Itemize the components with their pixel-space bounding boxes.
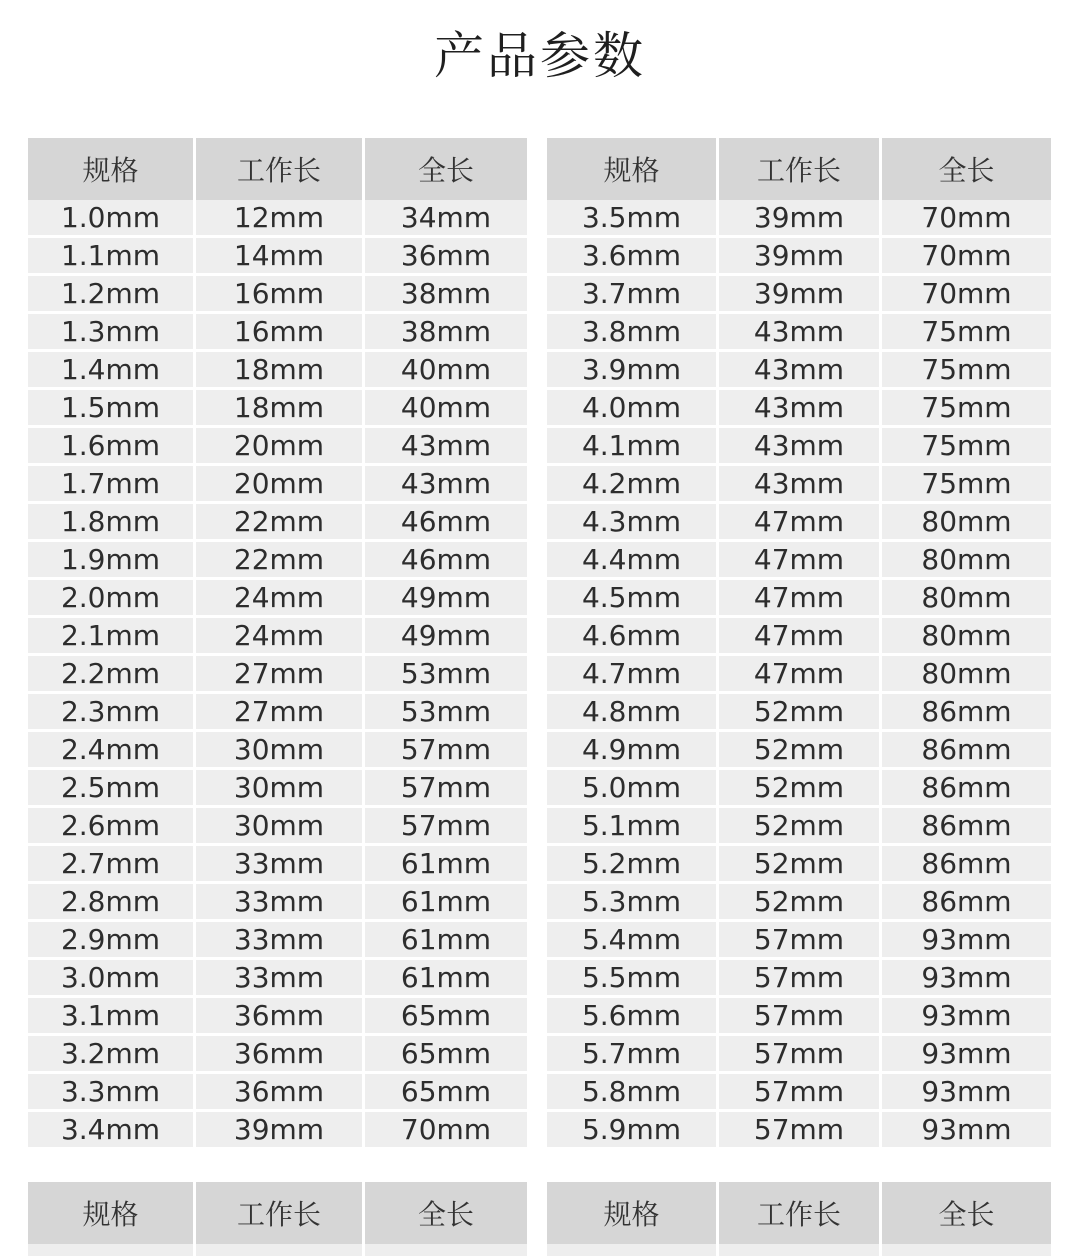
table-cell: 75mm xyxy=(882,314,1051,352)
table-cell: 93mm xyxy=(882,922,1051,960)
table-cell: 86mm xyxy=(882,846,1051,884)
table-cell: 33mm xyxy=(196,846,365,884)
header-total-length: 全长 xyxy=(365,1182,527,1244)
table-cell: 20mm xyxy=(196,428,365,466)
table-cell: 39mm xyxy=(719,200,882,238)
table-cell: 5.1mm xyxy=(547,808,719,846)
table-cell: 38mm xyxy=(365,314,527,352)
table-body xyxy=(28,200,527,1147)
page-title: 产品参数 xyxy=(434,27,646,85)
table-cell: 75mm xyxy=(882,428,1051,466)
table-cell: 2.3mm xyxy=(28,694,196,732)
table-cell: 14mm xyxy=(196,238,365,276)
table-row xyxy=(28,1036,527,1074)
table-row xyxy=(547,580,1051,618)
table-cell: 27mm xyxy=(196,656,365,694)
table-row xyxy=(28,580,527,618)
table-cell: 2.9mm xyxy=(28,922,196,960)
table-row xyxy=(28,960,527,998)
table-cell: 43mm xyxy=(719,314,882,352)
table-cell: 52mm xyxy=(719,694,882,732)
table-cell xyxy=(882,1244,1051,1256)
table-cell: 39mm xyxy=(719,238,882,276)
table-cell: 75mm xyxy=(882,466,1051,504)
table-row xyxy=(28,466,527,504)
table-cell: 5.3mm xyxy=(547,884,719,922)
table-cell: 86mm xyxy=(882,732,1051,770)
table-cell: 47mm xyxy=(719,656,882,694)
table-cell: 1.0mm xyxy=(28,200,196,238)
table-header-row xyxy=(28,138,527,200)
table-cell: 22mm xyxy=(196,542,365,580)
table-cell: 57mm xyxy=(365,770,527,808)
table-row xyxy=(28,542,527,580)
table-row xyxy=(547,200,1051,238)
table-cell: 38mm xyxy=(365,276,527,314)
table-cell: 43mm xyxy=(719,352,882,390)
table-cell: 57mm xyxy=(365,808,527,846)
table-cell xyxy=(196,1244,365,1256)
table-row xyxy=(28,314,527,352)
table-cell: 93mm xyxy=(882,960,1051,998)
table-cell: 80mm xyxy=(882,504,1051,542)
table-cell: 4.8mm xyxy=(547,694,719,732)
table-row xyxy=(547,998,1051,1036)
table-cell: 4.5mm xyxy=(547,580,719,618)
table-cell: 65mm xyxy=(365,998,527,1036)
table-cell: 5.8mm xyxy=(547,1074,719,1112)
table-cell: 47mm xyxy=(719,542,882,580)
table-cell: 43mm xyxy=(719,466,882,504)
header-working-length: 工作长 xyxy=(196,1182,365,1244)
table-cell: 75mm xyxy=(882,390,1051,428)
table-row xyxy=(547,352,1051,390)
table-row xyxy=(28,922,527,960)
table-cell: 1.1mm xyxy=(28,238,196,276)
table-header-row xyxy=(547,1182,1051,1244)
table-cell: 24mm xyxy=(196,618,365,656)
table-row xyxy=(547,314,1051,352)
table-row xyxy=(28,200,527,238)
table-row xyxy=(547,808,1051,846)
table-cell: 3.4mm xyxy=(28,1112,196,1147)
table-cell: 24mm xyxy=(196,580,365,618)
table-cell: 5.5mm xyxy=(547,960,719,998)
table-cell: 43mm xyxy=(719,390,882,428)
header-spec: 规格 xyxy=(28,1182,196,1244)
table-cell: 36mm xyxy=(196,1036,365,1074)
table-cell: 36mm xyxy=(196,1074,365,1112)
table-row xyxy=(28,1074,527,1112)
table-cell: 86mm xyxy=(882,884,1051,922)
table-cell: 80mm xyxy=(882,542,1051,580)
table-header-row xyxy=(28,1182,527,1244)
table-row xyxy=(547,694,1051,732)
table-cell: 3.3mm xyxy=(28,1074,196,1112)
table-cell: 4.0mm xyxy=(547,390,719,428)
table-cell: 86mm xyxy=(882,770,1051,808)
header-total-length: 全长 xyxy=(365,138,527,200)
table-cell: 5.4mm xyxy=(547,922,719,960)
table-cell: 27mm xyxy=(196,694,365,732)
header-spec: 规格 xyxy=(547,1182,719,1244)
table-cell: 93mm xyxy=(882,1074,1051,1112)
table-cell: 70mm xyxy=(882,238,1051,276)
spec-table-right-continued xyxy=(547,1182,1051,1256)
table-cell: 2.5mm xyxy=(28,770,196,808)
table-cell: 4.2mm xyxy=(547,466,719,504)
table-cell: 1.8mm xyxy=(28,504,196,542)
table-cell: 65mm xyxy=(365,1074,527,1112)
table-row xyxy=(28,808,527,846)
table-row xyxy=(547,922,1051,960)
table-cell: 34mm xyxy=(365,200,527,238)
table-row xyxy=(547,884,1051,922)
table-cell: 70mm xyxy=(365,1112,527,1147)
table-cell: 1.3mm xyxy=(28,314,196,352)
table-cell: 49mm xyxy=(365,618,527,656)
table-cell: 61mm xyxy=(365,884,527,922)
table-cell: 4.9mm xyxy=(547,732,719,770)
table-cell: 36mm xyxy=(365,238,527,276)
table-row xyxy=(28,884,527,922)
table-cell xyxy=(719,1244,882,1256)
table-row xyxy=(547,276,1051,314)
table-cell: 39mm xyxy=(719,276,882,314)
table-cell: 1.5mm xyxy=(28,390,196,428)
table-cell: 2.1mm xyxy=(28,618,196,656)
table-cell: 1.7mm xyxy=(28,466,196,504)
table-cell xyxy=(28,1244,196,1256)
table-cell: 57mm xyxy=(719,1074,882,1112)
table-cell: 16mm xyxy=(196,276,365,314)
table-cell xyxy=(547,1244,719,1256)
table-cell xyxy=(365,1244,527,1256)
table-cell: 3.1mm xyxy=(28,998,196,1036)
table-row xyxy=(547,732,1051,770)
header-total-length: 全长 xyxy=(882,1182,1051,1244)
table-cell: 52mm xyxy=(719,808,882,846)
table-cell: 61mm xyxy=(365,960,527,998)
table-row xyxy=(547,390,1051,428)
table-cell: 52mm xyxy=(719,884,882,922)
table-cell: 4.4mm xyxy=(547,542,719,580)
table-row xyxy=(547,1112,1051,1147)
table-cell: 43mm xyxy=(365,428,527,466)
table-cell: 57mm xyxy=(719,1036,882,1074)
table-row-partial xyxy=(28,1244,527,1256)
table-cell: 52mm xyxy=(719,846,882,884)
table-cell: 20mm xyxy=(196,466,365,504)
table-row xyxy=(547,466,1051,504)
table-cell: 47mm xyxy=(719,580,882,618)
table-cell: 1.9mm xyxy=(28,542,196,580)
table-cell: 5.6mm xyxy=(547,998,719,1036)
table-cell: 86mm xyxy=(882,808,1051,846)
table-cell: 4.7mm xyxy=(547,656,719,694)
table-cell: 36mm xyxy=(196,998,365,1036)
table-cell: 18mm xyxy=(196,390,365,428)
table-cell: 43mm xyxy=(719,428,882,466)
table-cell: 3.5mm xyxy=(547,200,719,238)
table-cell: 1.4mm xyxy=(28,352,196,390)
table-cell: 5.2mm xyxy=(547,846,719,884)
spec-table-right xyxy=(547,138,1051,1147)
table-cell: 52mm xyxy=(719,770,882,808)
table-cell: 3.6mm xyxy=(547,238,719,276)
table-cell: 93mm xyxy=(882,998,1051,1036)
table-cell: 43mm xyxy=(365,466,527,504)
table-cell: 4.1mm xyxy=(547,428,719,466)
table-cell: 1.2mm xyxy=(28,276,196,314)
table-cell: 40mm xyxy=(365,390,527,428)
table-cell: 3.7mm xyxy=(547,276,719,314)
table-cell: 1.6mm xyxy=(28,428,196,466)
table-cell: 2.2mm xyxy=(28,656,196,694)
header-spec: 规格 xyxy=(28,138,196,200)
table-cell: 57mm xyxy=(719,1112,882,1147)
table-cell: 3.8mm xyxy=(547,314,719,352)
table-cell: 80mm xyxy=(882,618,1051,656)
table-row xyxy=(28,390,527,428)
table-cell: 33mm xyxy=(196,884,365,922)
header-working-length: 工作长 xyxy=(719,1182,882,1244)
table-cell: 47mm xyxy=(719,504,882,542)
table-row xyxy=(28,998,527,1036)
table-cell: 4.3mm xyxy=(547,504,719,542)
table-cell: 39mm xyxy=(196,1112,365,1147)
table-cell: 57mm xyxy=(365,732,527,770)
table-cell: 80mm xyxy=(882,580,1051,618)
table-cell: 57mm xyxy=(719,960,882,998)
table-cell: 65mm xyxy=(365,1036,527,1074)
table-cell: 5.7mm xyxy=(547,1036,719,1074)
table-cell: 30mm xyxy=(196,770,365,808)
table-row-partial xyxy=(547,1244,1051,1256)
spec-table-left xyxy=(28,138,527,1147)
table-row xyxy=(28,1112,527,1147)
table-row xyxy=(547,656,1051,694)
table-cell: 4.6mm xyxy=(547,618,719,656)
table-row xyxy=(547,618,1051,656)
table-cell: 49mm xyxy=(365,580,527,618)
table-row xyxy=(28,618,527,656)
table-cell: 53mm xyxy=(365,656,527,694)
table-row xyxy=(28,846,527,884)
table-cell: 2.8mm xyxy=(28,884,196,922)
table-body xyxy=(547,200,1051,1147)
table-row xyxy=(28,238,527,276)
table-cell: 46mm xyxy=(365,542,527,580)
spec-table-left-continued xyxy=(28,1182,527,1256)
table-cell: 2.6mm xyxy=(28,808,196,846)
table-row xyxy=(28,656,527,694)
table-row xyxy=(28,428,527,466)
table-cell: 30mm xyxy=(196,732,365,770)
table-cell: 52mm xyxy=(719,732,882,770)
table-cell: 93mm xyxy=(882,1036,1051,1074)
table-cell: 80mm xyxy=(882,656,1051,694)
table-cell: 3.9mm xyxy=(547,352,719,390)
table-row xyxy=(28,504,527,542)
table-cell: 12mm xyxy=(196,200,365,238)
table-row xyxy=(547,846,1051,884)
table-row xyxy=(28,694,527,732)
table-cell: 2.4mm xyxy=(28,732,196,770)
table-cell: 18mm xyxy=(196,352,365,390)
table-row xyxy=(28,276,527,314)
table-row xyxy=(28,352,527,390)
table-cell: 93mm xyxy=(882,1112,1051,1147)
table-cell: 2.7mm xyxy=(28,846,196,884)
table-cell: 33mm xyxy=(196,922,365,960)
header-spec: 规格 xyxy=(547,138,719,200)
table-cell: 2.0mm xyxy=(28,580,196,618)
table-cell: 40mm xyxy=(365,352,527,390)
table-cell: 75mm xyxy=(882,352,1051,390)
table-cell: 61mm xyxy=(365,922,527,960)
table-row xyxy=(547,542,1051,580)
table-row xyxy=(547,770,1051,808)
header-working-length: 工作长 xyxy=(719,138,882,200)
table-cell: 61mm xyxy=(365,846,527,884)
header-total-length: 全长 xyxy=(882,138,1051,200)
table-row xyxy=(28,732,527,770)
table-cell: 53mm xyxy=(365,694,527,732)
table-cell: 5.9mm xyxy=(547,1112,719,1147)
table-row xyxy=(547,960,1051,998)
table-cell: 57mm xyxy=(719,998,882,1036)
table-cell: 30mm xyxy=(196,808,365,846)
table-row xyxy=(547,238,1051,276)
table-row xyxy=(547,1074,1051,1112)
table-cell: 16mm xyxy=(196,314,365,352)
table-cell: 70mm xyxy=(882,276,1051,314)
table-cell: 46mm xyxy=(365,504,527,542)
header-working-length: 工作长 xyxy=(196,138,365,200)
table-cell: 57mm xyxy=(719,922,882,960)
table-cell: 3.2mm xyxy=(28,1036,196,1074)
table-row xyxy=(547,1036,1051,1074)
table-row xyxy=(547,428,1051,466)
table-cell: 5.0mm xyxy=(547,770,719,808)
table-cell: 47mm xyxy=(719,618,882,656)
table-header-row xyxy=(547,138,1051,200)
table-cell: 22mm xyxy=(196,504,365,542)
table-row xyxy=(28,770,527,808)
table-cell: 86mm xyxy=(882,694,1051,732)
table-row xyxy=(547,504,1051,542)
table-cell: 33mm xyxy=(196,960,365,998)
table-cell: 70mm xyxy=(882,200,1051,238)
table-cell: 3.0mm xyxy=(28,960,196,998)
